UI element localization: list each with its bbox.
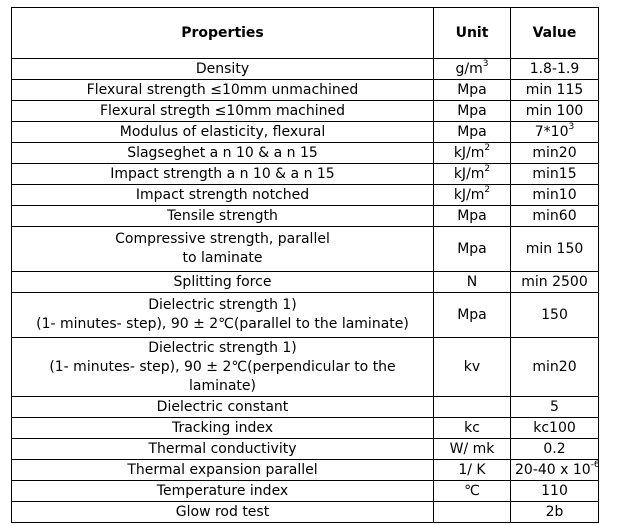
table-body [12, 59, 599, 523]
value-cell [511, 439, 599, 460]
unit-cell [434, 143, 511, 164]
unit-cell [434, 397, 511, 418]
header-value: Value [511, 8, 599, 59]
property-cell [12, 80, 434, 101]
table-row [12, 418, 599, 439]
value-text: 110 [541, 483, 568, 499]
value-cell [511, 502, 599, 523]
property-text: Slagseghet a n 10 & a n 15 [127, 145, 318, 161]
table-row [12, 185, 599, 206]
property-text: Tracking index [171, 420, 274, 436]
unit-superscript: 3 [482, 59, 489, 70]
value-text: 7*10 [534, 124, 569, 140]
table-row [12, 59, 599, 80]
value-cell [511, 293, 599, 338]
value-cell [511, 59, 599, 80]
property-text: Dielectric constant [156, 399, 289, 415]
unit-text: kJ/m [453, 145, 485, 161]
header-unit: Unit [434, 8, 511, 59]
property-cell [12, 206, 434, 227]
property-text: Modulus of elasticity, flexural [119, 124, 326, 140]
value-text: min20 [532, 359, 577, 375]
value-superscript: 3 [568, 122, 575, 133]
property-text: Flexural stregth ≤10mm machined [99, 103, 345, 119]
value-text: min 2500 [521, 274, 588, 290]
value-text: 20-40 x 10 [515, 462, 591, 478]
value-cell [511, 80, 599, 101]
property-cell [12, 227, 434, 272]
table-row [12, 227, 599, 272]
unit-cell [434, 101, 511, 122]
property-text: Impact strength a n 10 & a n 15 [110, 166, 335, 182]
value-text: min60 [532, 208, 577, 224]
property-text: (1- minutes- step), 90 ± 2℃(parallel to the laminate) [36, 316, 409, 332]
unit-cell [434, 338, 511, 397]
unit-text: Mpa [457, 103, 487, 119]
property-cell [12, 164, 434, 185]
unit-text: ℃ [464, 483, 480, 499]
property-text: to laminate [182, 250, 263, 266]
table-row [12, 293, 599, 338]
unit-superscript: 2 [484, 143, 491, 154]
unit-cell [434, 272, 511, 293]
value-cell [511, 481, 599, 502]
property-text: Splitting force [173, 274, 272, 290]
value-text: min15 [532, 166, 577, 182]
table-row [12, 338, 599, 397]
value-cell [511, 101, 599, 122]
unit-cell [434, 185, 511, 206]
table-row [12, 397, 599, 418]
unit-text: Mpa [457, 82, 487, 98]
value-text: min 150 [525, 241, 584, 257]
table-row [12, 206, 599, 227]
property-cell [12, 439, 434, 460]
value-text: min20 [532, 145, 577, 161]
unit-text: W/ mk [449, 441, 495, 457]
unit-cell [434, 59, 511, 80]
property-text: Dielectric strength 1) [148, 339, 297, 356]
value-cell [511, 185, 599, 206]
value-text: min 115 [525, 82, 584, 98]
property-text: Dielectric strength 1) [148, 297, 297, 313]
value-cell [511, 397, 599, 418]
table-row [12, 143, 599, 164]
property-text: Density [195, 61, 250, 77]
header-row [12, 8, 599, 59]
properties-table [11, 7, 599, 523]
header-properties: Properties [12, 8, 434, 59]
table-row [12, 122, 599, 143]
unit-text: kc [464, 420, 480, 436]
unit-text: Mpa [457, 208, 487, 224]
value-text: 1.8-1.9 [529, 61, 580, 77]
property-cell [12, 143, 434, 164]
value-cell [511, 143, 599, 164]
unit-cell [434, 460, 511, 481]
value-cell [511, 338, 599, 397]
property-text: Thermal conductivity [148, 441, 297, 457]
property-cell [12, 185, 434, 206]
value-cell [511, 460, 599, 481]
property-text: Impact strength notched [135, 187, 310, 203]
property-text: laminate) [188, 377, 256, 394]
unit-cell [434, 206, 511, 227]
table-row [12, 460, 599, 481]
unit-text: N [466, 274, 478, 290]
value-text: 0.2 [543, 441, 566, 457]
value-text: 5 [550, 399, 559, 415]
value-text: kc100 [533, 420, 576, 436]
value-cell [511, 227, 599, 272]
property-text: Glow rod test [175, 504, 270, 520]
unit-superscript: 2 [484, 185, 491, 196]
property-cell [12, 502, 434, 523]
unit-cell [434, 502, 511, 523]
property-text: Thermal expansion parallel [127, 462, 318, 478]
unit-text: Mpa [457, 307, 487, 323]
value-cell [511, 272, 599, 293]
value-cell [511, 122, 599, 143]
unit-text: g/m [455, 61, 483, 77]
property-cell [12, 418, 434, 439]
property-cell [12, 272, 434, 293]
property-cell [12, 338, 434, 397]
table-row [12, 439, 599, 460]
value-cell [511, 418, 599, 439]
value-text: min10 [532, 187, 577, 203]
table-row [12, 80, 599, 101]
unit-text: kv [463, 359, 481, 375]
table-row [12, 502, 599, 523]
value-cell [511, 164, 599, 185]
value-text: min 100 [525, 103, 584, 119]
unit-cell [434, 164, 511, 185]
unit-cell [434, 293, 511, 338]
property-cell [12, 59, 434, 80]
property-text: Temperature index [156, 483, 289, 499]
property-text: (1- minutes- step), 90 ± 2℃(perpendicular to the [49, 358, 396, 375]
unit-cell [434, 80, 511, 101]
property-text: Flexural strength ≤10mm unmachined [86, 82, 359, 98]
unit-text: kJ/m [453, 187, 485, 203]
value-text: 150 [541, 307, 568, 323]
value-cell [511, 206, 599, 227]
unit-superscript: 2 [484, 164, 491, 175]
table-row [12, 481, 599, 502]
unit-text: kJ/m [453, 166, 485, 182]
unit-cell [434, 227, 511, 272]
property-text: Tensile strength [167, 208, 278, 224]
unit-cell [434, 122, 511, 143]
unit-cell [434, 418, 511, 439]
property-cell [12, 101, 434, 122]
property-cell [12, 397, 434, 418]
property-cell [12, 460, 434, 481]
unit-cell [434, 481, 511, 502]
table-row [12, 101, 599, 122]
unit-text: 1/ K [458, 462, 486, 478]
unit-text: Mpa [457, 124, 487, 140]
table-row [12, 272, 599, 293]
value-superscript: -6 [590, 460, 600, 471]
table-row [12, 164, 599, 185]
property-cell [12, 481, 434, 502]
unit-text: Mpa [457, 241, 487, 257]
unit-cell [434, 439, 511, 460]
value-text: 2b [545, 504, 564, 520]
property-cell [12, 293, 434, 338]
property-cell [12, 122, 434, 143]
property-text: Compressive strength, parallel [115, 231, 330, 247]
